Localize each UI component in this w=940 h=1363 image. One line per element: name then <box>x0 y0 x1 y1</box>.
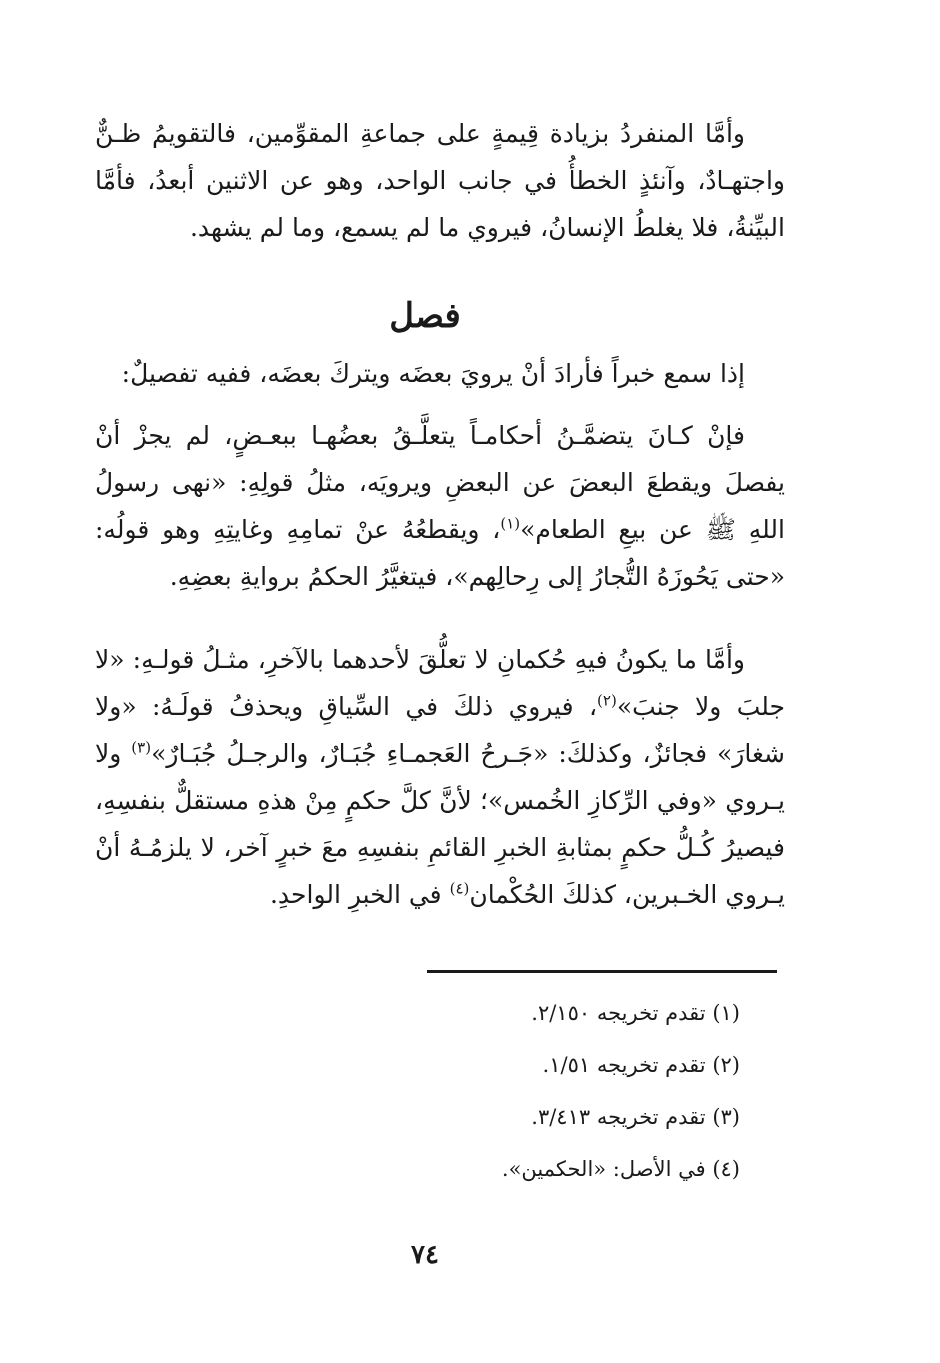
paragraph-3 <box>95 412 785 600</box>
paragraph-1: وأمَّا المنفردُ بزيادة قِيمةٍ على جماعةِ المقوِّمين، فالتقويمُ ظـنٌّ واجتهـادٌ، وآنئذٍ الخطأُ في جانب الواحد، وهو عن الاثنين أبعدُ، فأمَّا البيِّنةُ، فلا يغلطُ الإنسانُ، فيروي ما لم يسمع، وما لم يشهد. <box>95 119 785 242</box>
paragraph-4-part-d: في الخبرِ الواحدِ. <box>269 880 450 909</box>
footnote-ref-1: (١) <box>500 514 521 533</box>
footnotes <box>300 992 740 1200</box>
paragraph-2: إذا سمع خبراً فأرادَ أنْ يرويَ بعضَه ويتركَ بعضَه، ففيه تفصيلٌ: <box>121 359 745 388</box>
page-number: ٧٤ <box>411 1240 439 1270</box>
footnote-divider <box>427 970 777 973</box>
footnote-ref-2: (٢) <box>597 691 617 710</box>
footnote-ref-3: (٣) <box>131 738 152 757</box>
footnote-4: (٤) في الأصل: «الحكمين». <box>501 1157 740 1181</box>
paragraph-4 <box>95 636 785 918</box>
footnote-ref-4: (٤) <box>449 879 470 898</box>
footnote-1: (١) تقدم تخريجه ٢/١٥٠. <box>531 1001 740 1025</box>
paragraph-4-part-b: ، فيروي ذلكَ في السِّياقِ ويحذفُ قولَـهُ: «ولا شغارَ» فجائزٌ، وكذلكَ: «جَـرحُ العَجمـاءِ جُبَـارٌ، والرجـلُ جُبَـارٌ» <box>95 692 785 768</box>
footnote-2: (٢) تقدم تخريجه ١/٥١. <box>542 1053 740 1077</box>
paragraph-3-part-b: ، ويقطعُهُ عنْ تمامِهِ وغايتِهِ وهو قولُه: «حتى يَحُوزَهُ التُّجارُ إلى رِحالِهم»، فيتغيَّرُ الحكمُ بروايةِ بعضِهِ. <box>95 515 785 591</box>
paragraph-3-part-a: فإنْ كـانَ يتضمَّـنُ أحكامـاً يتعلَّـقُ بعضُهـا ببعـضٍ، لم يجزْ أنْ يفصلَ ويقطعَ البعضَ عن البعضِ ويرويَه، مثلُ قولِهِ: «نهى رسولُ اللهِ ﷺ عن بيعِ الطعام» <box>95 421 785 544</box>
footnote-3: (٣) تقدم تخريجه ٣/٤١٣. <box>531 1105 740 1129</box>
paragraph-4-part-c: ولا يـروي «وفي الرِّكازِ الخُمس»؛ لأنَّ كلَّ حكمٍ مِنْ هذهِ مستقلٌّ بنفسِهِ، فيصيرُ كُـلُّ حكمٍ بمثابةِ الخبرِ القائمِ بنفسِهِ معَ خبرٍ آخر، لا يلزمُـهُ أنْ يـروي الخـبرين، كذلكَ الحُكْمان <box>95 739 785 909</box>
paragraph-4-part-a: وأمَّا ما يكونُ فيهِ حُكمانِ لا تعلُّقَ لأحدهما بالآخرِ، مثـلُ قولـهِ: «لا جلبَ ولا جنبَ» <box>95 645 785 721</box>
section-heading: فصل <box>389 296 461 336</box>
